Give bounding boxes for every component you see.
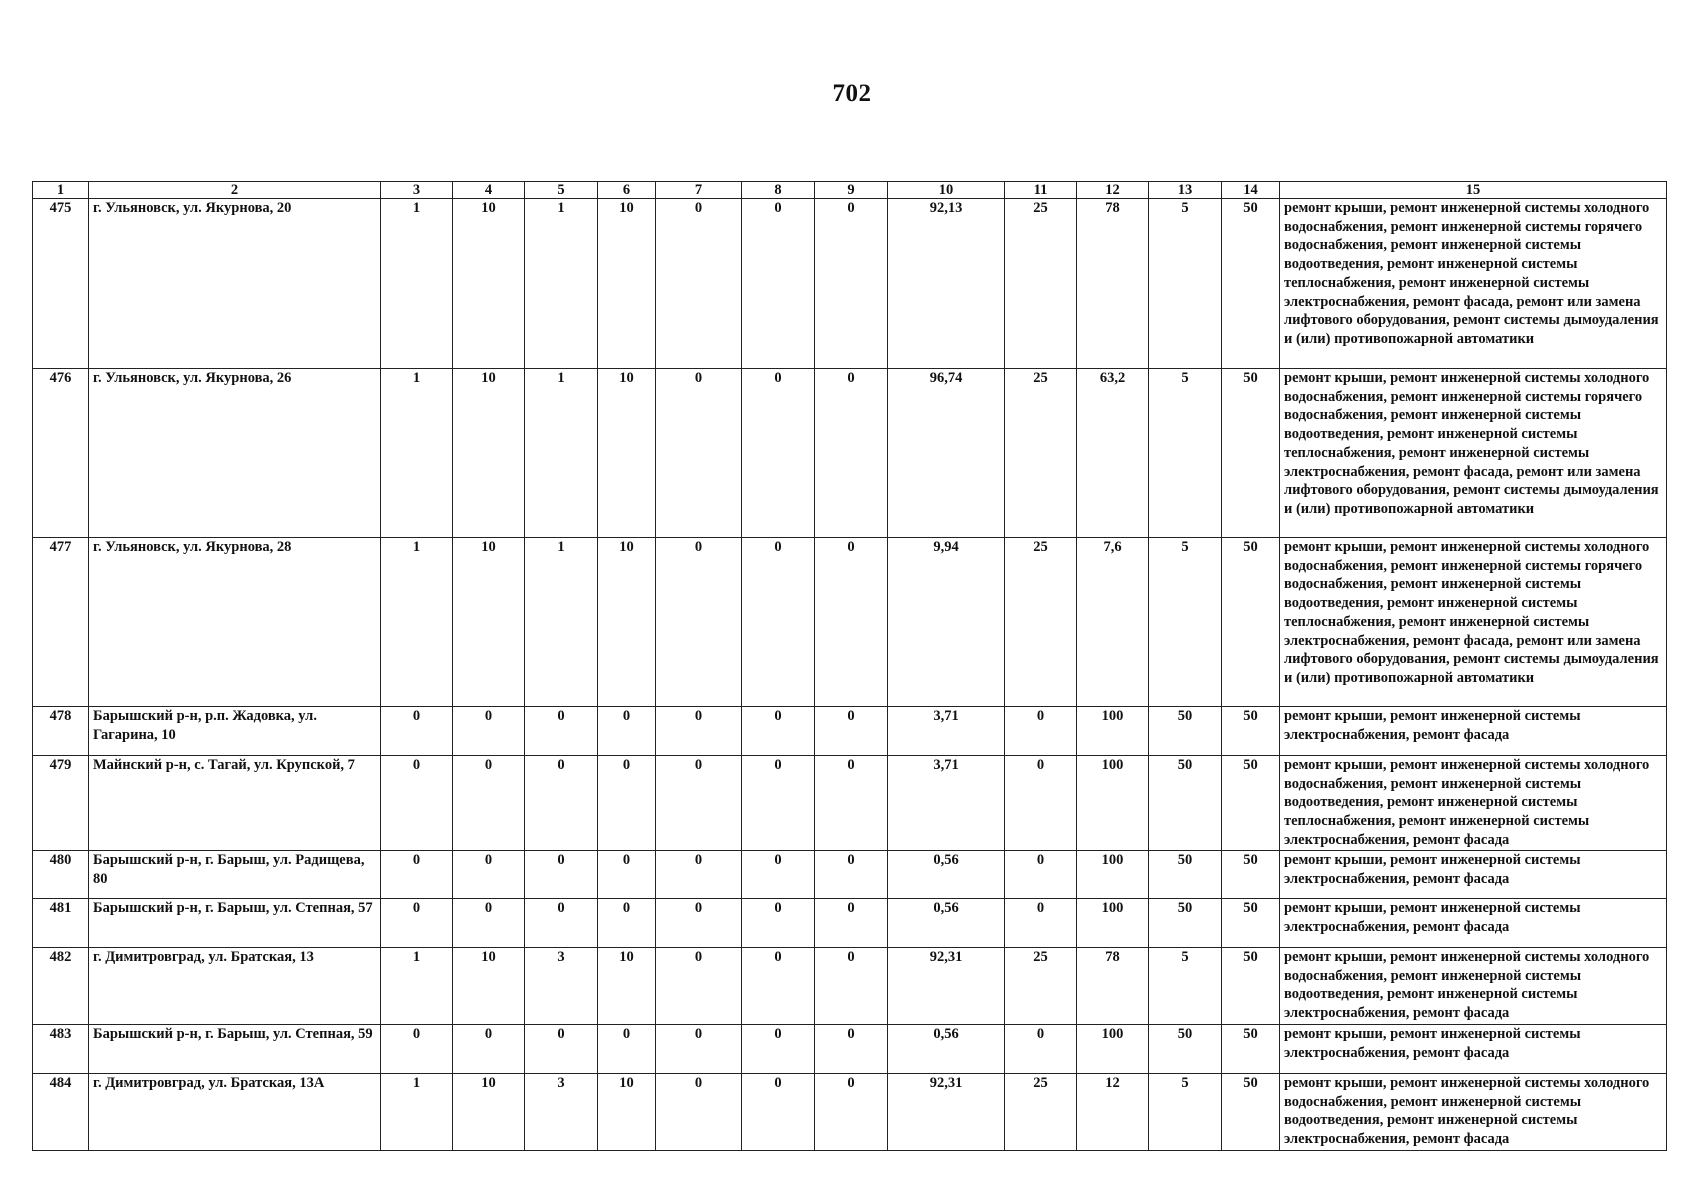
col-8-value: 0 [742,538,815,707]
col-6-value: 0 [598,756,656,851]
col-13-value: 5 [1149,1074,1222,1151]
table-row [33,1074,1667,1151]
row-number: 481 [33,899,89,948]
col-6-value: 10 [598,1074,656,1151]
col-12-value: 63,2 [1077,369,1149,538]
col-8-value: 0 [742,1074,815,1151]
col-8-value: 0 [742,851,815,899]
col-5-value: 0 [525,756,598,851]
col-11-value: 25 [1005,948,1077,1025]
col-7-value: 0 [656,199,742,369]
col-8-value: 0 [742,369,815,538]
address: Майнский р-н, с. Тагай, ул. Крупской, 7 [89,756,381,851]
table-row [33,707,1667,756]
col-11-value: 0 [1005,899,1077,948]
col-7-value: 0 [656,369,742,538]
col-5-value: 3 [525,1074,598,1151]
col-12-value: 100 [1077,707,1149,756]
column-header: 7 [656,182,742,199]
table-row [33,369,1667,538]
table-row [33,756,1667,851]
col-5-value: 1 [525,199,598,369]
col-13-value: 50 [1149,1025,1222,1074]
col-9-value: 0 [815,851,888,899]
col-11-value: 0 [1005,851,1077,899]
col-8-value: 0 [742,756,815,851]
col-4-value: 10 [453,199,525,369]
col-5-value: 1 [525,538,598,707]
col-6-value: 10 [598,538,656,707]
column-header: 6 [598,182,656,199]
col-5-value: 0 [525,707,598,756]
col-9-value: 0 [815,369,888,538]
col-3-value: 1 [381,1074,453,1151]
col-13-value: 5 [1149,199,1222,369]
col-6-value: 10 [598,369,656,538]
col-7-value: 0 [656,538,742,707]
col-9-value: 0 [815,1074,888,1151]
address: Барышский р-н, г. Барыш, ул. Радищева, 80 [89,851,381,899]
column-header: 10 [888,182,1005,199]
col-10-value: 0,56 [888,1025,1005,1074]
col-5-value: 0 [525,899,598,948]
col-3-value: 0 [381,1025,453,1074]
works-list: ремонт крыши, ремонт инженерной системы холодного водоснабжения, ремонт инженерной системы водоотведения, ремонт инженерной системы теплоснабжения, ремонт инженерной системы электроснабжения, ремонт фасада [1280,756,1667,851]
col-14-value: 50 [1222,756,1280,851]
row-number: 476 [33,369,89,538]
col-13-value: 50 [1149,851,1222,899]
col-14-value: 50 [1222,948,1280,1025]
col-5-value: 1 [525,369,598,538]
col-14-value: 50 [1222,538,1280,707]
table-row [33,899,1667,948]
row-number: 475 [33,199,89,369]
col-4-value: 10 [453,948,525,1025]
table-row [33,1025,1667,1074]
col-6-value: 0 [598,707,656,756]
col-3-value: 1 [381,199,453,369]
col-4-value: 10 [453,538,525,707]
column-header: 3 [381,182,453,199]
col-14-value: 50 [1222,199,1280,369]
table-row [33,948,1667,1025]
row-number: 478 [33,707,89,756]
col-14-value: 50 [1222,851,1280,899]
col-9-value: 0 [815,899,888,948]
address: г. Димитровград, ул. Братская, 13 [89,948,381,1025]
col-11-value: 25 [1005,369,1077,538]
works-list: ремонт крыши, ремонт инженерной системы холодного водоснабжения, ремонт инженерной системы горячего водоснабжения, ремонт инженерной системы водоотведения, ремонт инженерной системы теплоснабжения, ремонт инженерной системы электроснабжения, ремонт фасада, ремонт или замена лифтового оборудования, ремонт системы дымоудаления и (или) противопожарной автоматики [1280,199,1667,369]
col-9-value: 0 [815,756,888,851]
column-header: 14 [1222,182,1280,199]
col-12-value: 100 [1077,756,1149,851]
table-row [33,199,1667,369]
column-header: 9 [815,182,888,199]
col-10-value: 92,31 [888,1074,1005,1151]
col-10-value: 0,56 [888,899,1005,948]
col-11-value: 0 [1005,756,1077,851]
col-8-value: 0 [742,199,815,369]
address: Барышский р-н, р.п. Жадовка, ул. Гагарина, 10 [89,707,381,756]
col-9-value: 0 [815,199,888,369]
col-5-value: 3 [525,948,598,1025]
column-header: 8 [742,182,815,199]
col-10-value: 92,31 [888,948,1005,1025]
column-header: 13 [1149,182,1222,199]
col-3-value: 0 [381,851,453,899]
column-header: 2 [89,182,381,199]
col-7-value: 0 [656,948,742,1025]
row-number: 482 [33,948,89,1025]
col-9-value: 0 [815,538,888,707]
works-list: ремонт крыши, ремонт инженерной системы холодного водоснабжения, ремонт инженерной системы горячего водоснабжения, ремонт инженерной системы водоотведения, ремонт инженерной системы теплоснабжения, ремонт инженерной системы электроснабжения, ремонт фасада, ремонт или замена лифтового оборудования, ремонт системы дымоудаления и (или) противопожарной автоматики [1280,369,1667,538]
table-row [33,538,1667,707]
col-9-value: 0 [815,707,888,756]
col-14-value: 50 [1222,899,1280,948]
works-list: ремонт крыши, ремонт инженерной системы холодного водоснабжения, ремонт инженерной системы водоотведения, ремонт инженерной системы электроснабжения, ремонт фасада [1280,1074,1667,1151]
column-header: 5 [525,182,598,199]
col-12-value: 78 [1077,199,1149,369]
col-12-value: 7,6 [1077,538,1149,707]
column-header: 11 [1005,182,1077,199]
col-5-value: 0 [525,1025,598,1074]
col-12-value: 78 [1077,948,1149,1025]
col-13-value: 50 [1149,756,1222,851]
address: г. Ульяновск, ул. Якурнова, 20 [89,199,381,369]
col-13-value: 5 [1149,369,1222,538]
works-list: ремонт крыши, ремонт инженерной системы электроснабжения, ремонт фасада [1280,851,1667,899]
col-6-value: 0 [598,1025,656,1074]
col-11-value: 25 [1005,1074,1077,1151]
col-5-value: 0 [525,851,598,899]
col-8-value: 0 [742,707,815,756]
col-4-value: 0 [453,1025,525,1074]
address: Барышский р-н, г. Барыш, ул. Степная, 57 [89,899,381,948]
col-3-value: 1 [381,369,453,538]
col-9-value: 0 [815,948,888,1025]
col-6-value: 10 [598,199,656,369]
col-4-value: 10 [453,369,525,538]
col-10-value: 92,13 [888,199,1005,369]
row-number: 477 [33,538,89,707]
col-7-value: 0 [656,1074,742,1151]
col-8-value: 0 [742,899,815,948]
col-14-value: 50 [1222,1025,1280,1074]
col-8-value: 0 [742,948,815,1025]
col-14-value: 50 [1222,1074,1280,1151]
col-9-value: 0 [815,1025,888,1074]
col-4-value: 0 [453,756,525,851]
col-3-value: 0 [381,756,453,851]
column-header: 12 [1077,182,1149,199]
column-header: 1 [33,182,89,199]
col-11-value: 25 [1005,199,1077,369]
column-header: 15 [1280,182,1667,199]
col-3-value: 0 [381,899,453,948]
col-10-value: 96,74 [888,369,1005,538]
address: Барышский р-н, г. Барыш, ул. Степная, 59 [89,1025,381,1074]
address: г. Димитровград, ул. Братская, 13А [89,1074,381,1151]
col-14-value: 50 [1222,369,1280,538]
col-10-value: 0,56 [888,851,1005,899]
col-12-value: 100 [1077,1025,1149,1074]
works-list: ремонт крыши, ремонт инженерной системы холодного водоснабжения, ремонт инженерной системы горячего водоснабжения, ремонт инженерной системы водоотведения, ремонт инженерной системы теплоснабжения, ремонт инженерной системы электроснабжения, ремонт фасада, ремонт или замена лифтового оборудования, ремонт системы дымоудаления и (или) противопожарной автоматики [1280,538,1667,707]
col-10-value: 3,71 [888,756,1005,851]
works-list: ремонт крыши, ремонт инженерной системы электроснабжения, ремонт фасада [1280,1025,1667,1074]
repair-schedule-table [32,181,1667,1151]
col-7-value: 0 [656,756,742,851]
col-7-value: 0 [656,707,742,756]
col-14-value: 50 [1222,707,1280,756]
col-8-value: 0 [742,1025,815,1074]
col-11-value: 0 [1005,1025,1077,1074]
col-4-value: 0 [453,851,525,899]
col-12-value: 12 [1077,1074,1149,1151]
col-6-value: 0 [598,851,656,899]
column-number-header-row [33,182,1667,199]
col-12-value: 100 [1077,851,1149,899]
page-number: 702 [832,80,872,107]
row-number: 479 [33,756,89,851]
works-list: ремонт крыши, ремонт инженерной системы холодного водоснабжения, ремонт инженерной системы водоотведения, ремонт инженерной системы электроснабжения, ремонт фасада [1280,948,1667,1025]
address: г. Ульяновск, ул. Якурнова, 26 [89,369,381,538]
address: г. Ульяновск, ул. Якурнова, 28 [89,538,381,707]
col-6-value: 0 [598,899,656,948]
col-12-value: 100 [1077,899,1149,948]
works-list: ремонт крыши, ремонт инженерной системы электроснабжения, ремонт фасада [1280,707,1667,756]
col-7-value: 0 [656,851,742,899]
table-row [33,851,1667,899]
col-3-value: 1 [381,948,453,1025]
col-11-value: 25 [1005,538,1077,707]
col-4-value: 0 [453,707,525,756]
col-13-value: 5 [1149,538,1222,707]
col-4-value: 10 [453,1074,525,1151]
col-10-value: 3,71 [888,707,1005,756]
column-header: 4 [453,182,525,199]
row-number: 484 [33,1074,89,1151]
col-7-value: 0 [656,1025,742,1074]
col-10-value: 9,94 [888,538,1005,707]
col-4-value: 0 [453,899,525,948]
col-11-value: 0 [1005,707,1077,756]
col-13-value: 50 [1149,707,1222,756]
col-13-value: 5 [1149,948,1222,1025]
row-number: 483 [33,1025,89,1074]
col-6-value: 10 [598,948,656,1025]
row-number: 480 [33,851,89,899]
col-7-value: 0 [656,899,742,948]
works-list: ремонт крыши, ремонт инженерной системы электроснабжения, ремонт фасада [1280,899,1667,948]
col-3-value: 1 [381,538,453,707]
col-13-value: 50 [1149,899,1222,948]
col-3-value: 0 [381,707,453,756]
